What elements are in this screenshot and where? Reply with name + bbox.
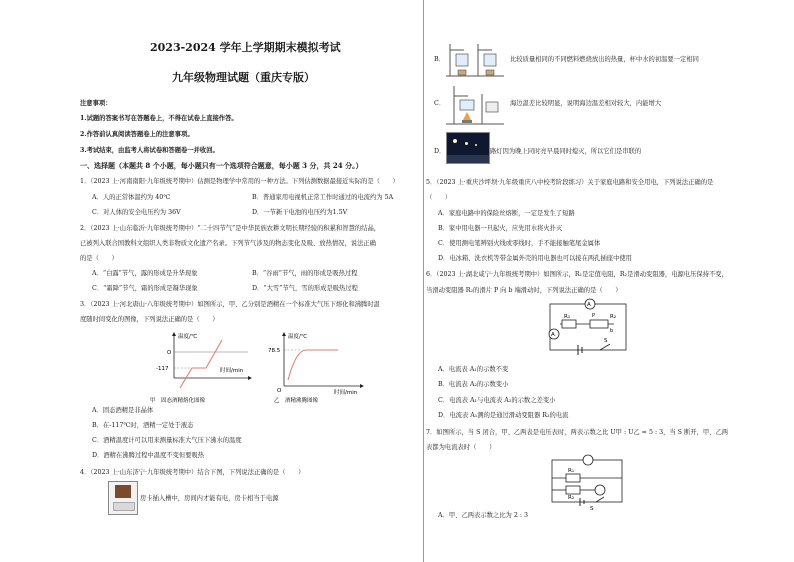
question-4-stem: 4．（2023 上·山东济宁·九年级统考期中）结合下图，下列说法正确的是（ ）	[80, 469, 305, 476]
q3-option-d: D．酒精在沸腾过程中温度不变但要吸热	[92, 452, 205, 459]
q5-option-a: A．家庭电路中的保险丝熔断，一定是发生了短路	[438, 210, 575, 217]
column-divider	[423, 0, 424, 562]
heating-apparatus	[446, 84, 506, 126]
q6-option-a: A．电流表 A₁的示数不变	[438, 366, 509, 373]
r2-label: R₂	[610, 314, 617, 320]
lamp-light-icon	[465, 142, 468, 145]
question-2-stem: 已被列入联合国教科文组织人类非物质文化遗产名录。下列节气涉及的物态变化及吸、放热情况，说法正确	[80, 240, 376, 247]
r1-label: R₁	[564, 314, 571, 320]
graph2-xlabel: 时间/min	[334, 390, 358, 396]
q6-circuit-diagram	[544, 298, 634, 358]
q2-option-d: D．“大雪”节气，雪的形成是吸热过程	[252, 285, 358, 292]
q1-option-c: C．对人体的安全电压约为 36V	[92, 209, 181, 216]
q4-option-c: 海边温差比较明显，说明海边温差相对较大，内能增大	[510, 100, 662, 107]
graph1-ylabel: 温度/℃	[178, 334, 198, 340]
q4-option-d: 路灯因为晚上同时亮早晨同时熄灭，所以它们是串联的	[490, 148, 642, 155]
exam-title: 2023-2024 学年上学期期末模拟考试	[150, 41, 341, 54]
switch-s-label: S	[590, 506, 594, 512]
q4-option-d-label: D．	[434, 148, 446, 155]
question-6-stem: 6．（2023 上·湖北咸宁·九年级统考期中）如图所示，R₁是定值电阻，R₂是滑动变阻器，电源电压保持不变，	[426, 271, 728, 278]
notice-item: 1.试题的答案书写在答题卷上，不得在试卷上直接作答。	[80, 115, 238, 122]
q4-option-b: 比较质量相同的不同燃料燃烧放出的热量，杯中水的初温要一定相同	[510, 56, 699, 63]
graph1-caption: 甲 固态酒精熔化图像	[150, 398, 206, 404]
q5-option-c: C．使用测电笔辨别火线或零线时，手不能接触笔尾金属体	[438, 240, 601, 247]
slider-p-label: P	[592, 313, 596, 319]
q5-option-b: B．家中用电器一旦起火，应先用水将火扑灭	[438, 225, 563, 232]
card-slot-icon	[113, 502, 135, 511]
q1-option-a: A．人的正常体温约为 40℃	[92, 194, 171, 201]
q3-graphs	[88, 330, 418, 404]
question-1-stem: 1．（2023 上·河南南阳·九年级统考期中）估测是物理学中常用的一种方法。下列估测数据最接近实际的是（ ）	[80, 178, 399, 185]
q5-option-d: D．电冰箱、洗衣机等带金属外壳的用电器也可以接在两孔插座中使用	[438, 255, 632, 262]
r1-label: R₁	[568, 468, 575, 474]
exam-subtitle: 九年级物理试题（重庆专版）	[172, 71, 315, 84]
q2-option-a: A．“白露”节气，露的形成是升华现象	[92, 270, 198, 277]
street-lamp-photo	[446, 132, 490, 164]
graph2-origin: O	[277, 388, 282, 394]
q2-option-c: C．“霜降”节气，霜的形成是凝华现象	[92, 285, 198, 292]
notice-heading: 注意事项：	[80, 100, 112, 107]
q3-option-c: C．酒精温度计可以用来测量标准大气压下沸水的温度	[92, 437, 242, 444]
room-card-icon	[115, 485, 131, 498]
boiling-graph	[268, 332, 364, 404]
q6-option-d: D．电流表 A₁测的是通过滑动变阻器 R₂的电流	[438, 412, 569, 419]
burning-fuel-apparatus	[446, 42, 506, 78]
section-heading: 一、选择题（本题共 8 个小题，每小题只有一个选项符合题意，每小题 3 分，共 24 分。）	[80, 161, 363, 170]
lamp-light-icon	[453, 139, 457, 143]
switch-s-label: S	[604, 338, 608, 344]
q4-option-a: 房卡插入槽中，房间内才能有电，房卡相当于电源	[140, 495, 279, 502]
q7-option-a: A．甲、乙两表示数之比为 2 : 3	[438, 512, 528, 519]
q4-option-c-label: C．	[434, 100, 446, 107]
q1-option-b: B．普通家用电视机正常工作时通过的电流约为 5A	[252, 194, 394, 201]
road-graphic	[447, 155, 489, 163]
ammeter-a2-label: A	[551, 332, 555, 338]
q2-option-b: B．“谷雨”节气，雨的形成是吸热过程	[252, 270, 358, 277]
end-b-label: b	[610, 328, 614, 334]
q6-option-c: C．电流表 A₁与电流表 A₂的示数之差变小	[438, 397, 556, 404]
r2-label: R₂	[568, 495, 575, 501]
q4-option-b-label: B．	[434, 56, 445, 63]
q1-option-d: D．一节新干电池的电压约为1.5V	[252, 209, 348, 216]
question-5-stem: （ ）	[426, 194, 452, 201]
question-2-stem: 的是（ ）	[80, 255, 118, 262]
room-card-photo	[108, 481, 138, 515]
lamp-light-icon	[475, 144, 477, 146]
graph1-tick: -117	[156, 366, 169, 372]
graph2-tick: 78.5	[268, 348, 281, 354]
graph1-origin: O	[167, 350, 172, 356]
ammeter-a1-label: A	[587, 302, 591, 308]
q3-option-b: B．在-117℃时，酒精一定处于液态	[92, 422, 194, 429]
notice-item: 2.作答前认真阅读答题卷上的注意事项。	[80, 131, 194, 138]
graph1-xlabel: 时间/min	[220, 368, 244, 374]
graph2-ylabel: 温度/℃	[288, 334, 308, 340]
question-6-stem: 当滑动变阻器 R₂的滑片 P 向 b 端滑动时，下列说法正确的是（ ）	[426, 287, 622, 294]
question-7-stem: 表都为电流表时（ ）	[426, 444, 496, 451]
q3-option-a: A．固态酒精是非晶体	[92, 407, 154, 414]
notice-item: 3.考试结束，由监考人将试卷和答题卷一并收回。	[80, 147, 219, 154]
q6-option-b: B．电流表 A₂的示数变小	[438, 381, 509, 388]
question-3-stem: 3．（2023 上·河北唐山·八年级统考期中）如图所示，甲、乙分别是酒精在一个标准大气压下熔化和沸腾时温	[80, 301, 380, 308]
q7-circuit-diagram	[544, 454, 634, 512]
graph2-caption: 乙 酒精沸腾图像	[274, 398, 319, 404]
question-5-stem: 5．（2023 上·重庆沙坪坝·九年级重庆八中校考阶段练习）关于家庭电路和安全用电，下列说法正确的是	[426, 179, 714, 186]
question-3-stem: 度随时间变化的图像，下列说法正确的是（ ）	[80, 316, 219, 323]
question-2-stem: 2．（2023 上·山东临沂·九年级统考期中）“二十四节气”是中华民族农耕文明长期经验的积累和智慧的结晶，	[80, 225, 381, 232]
melting-graph	[150, 332, 252, 404]
question-7-stem: 7．如图所示，当 S 闭合，甲、乙两表是电压表时，两表示数之比 U甲 : U乙 = 5 : 3，当 S 断开，甲、乙两	[426, 429, 729, 436]
